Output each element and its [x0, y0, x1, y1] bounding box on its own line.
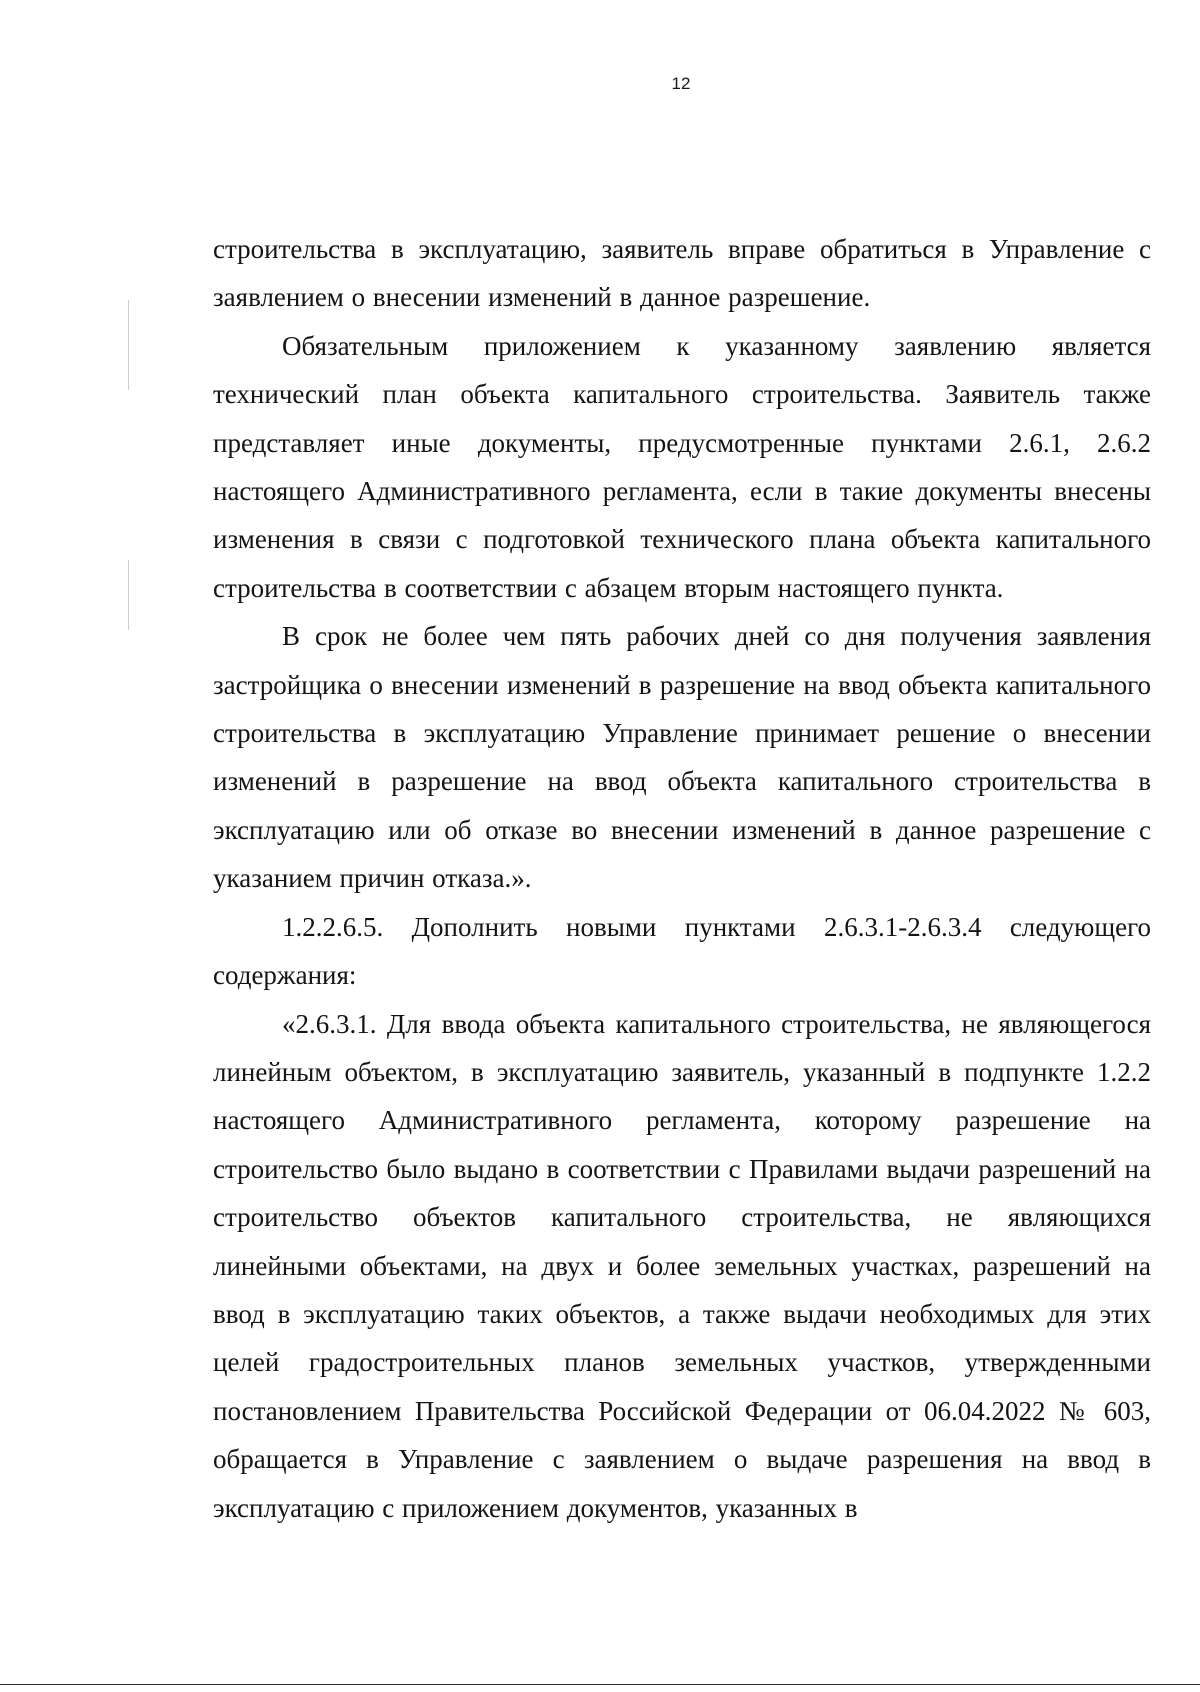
scan-margin-mark	[128, 300, 129, 390]
page-number: 12	[671, 74, 691, 93]
paragraph-attachment: Обязательным приложением к указанному заявлению является технический план объекта капитального строительства. Заявитель также представляет иные документы, предусмотренные пунктами 2.6.1, 2.6.2 настоящего Административного регламента, если в такие документы внесены изменения в связи с подготовкой технического плана объекта капитального строительства в соответствии с абзацем вторым настоящего пункта.	[213, 330, 1151, 603]
paragraph-continuation: строительства в эксплуатацию, заявитель вправе обратиться в Управление с заявлением о внесении изменений в данное разрешение.	[213, 234, 1151, 313]
paragraph-clause-2-6-3-1: «2.6.3.1. Для ввода объекта капитального строительства, не являющегося линейным объектом, в эксплуатацию заявитель, указанный в подпункте 1.2.2 настоящего Административного регламента, которому разрешение на строительство было выдано в соответствии с Правилами выдачи разрешений на строительство объектов капитального строительства, не являющихся линейными объектами, на двух и более земельных участках, разрешений на ввод в эксплуатацию таких объектов, а также выдачи необходимых для этих целей градостроительных планов земельных участков, утвержденными постановлением Правительства Российской Федерации от 06.04.2022 № 603, обращается в Управление с заявлением о выдаче разрешения на ввод в эксплуатацию с приложением документов, указанных в	[213, 1008, 1151, 1523]
page-bottom-rule	[0, 1684, 1200, 1685]
document-body	[213, 225, 1151, 1532]
paragraph-deadline: В срок не более чем пять рабочих дней со дня получения заявления застройщика о внесении изменений в разрешение на ввод объекта капитального строительства в эксплуатацию Управление принимает решение о внесении изменений в разрешение на ввод объекта капитального строительства в эксплуатацию или об отказе во внесении изменений в данное разрешение с указанием причин отказа.».	[213, 621, 1151, 894]
scan-margin-mark	[128, 560, 129, 630]
paragraph-amendment: 1.2.2.6.5. Дополнить новыми пунктами 2.6.3.1-2.6.3.4 следующего содержания:	[213, 911, 1151, 991]
